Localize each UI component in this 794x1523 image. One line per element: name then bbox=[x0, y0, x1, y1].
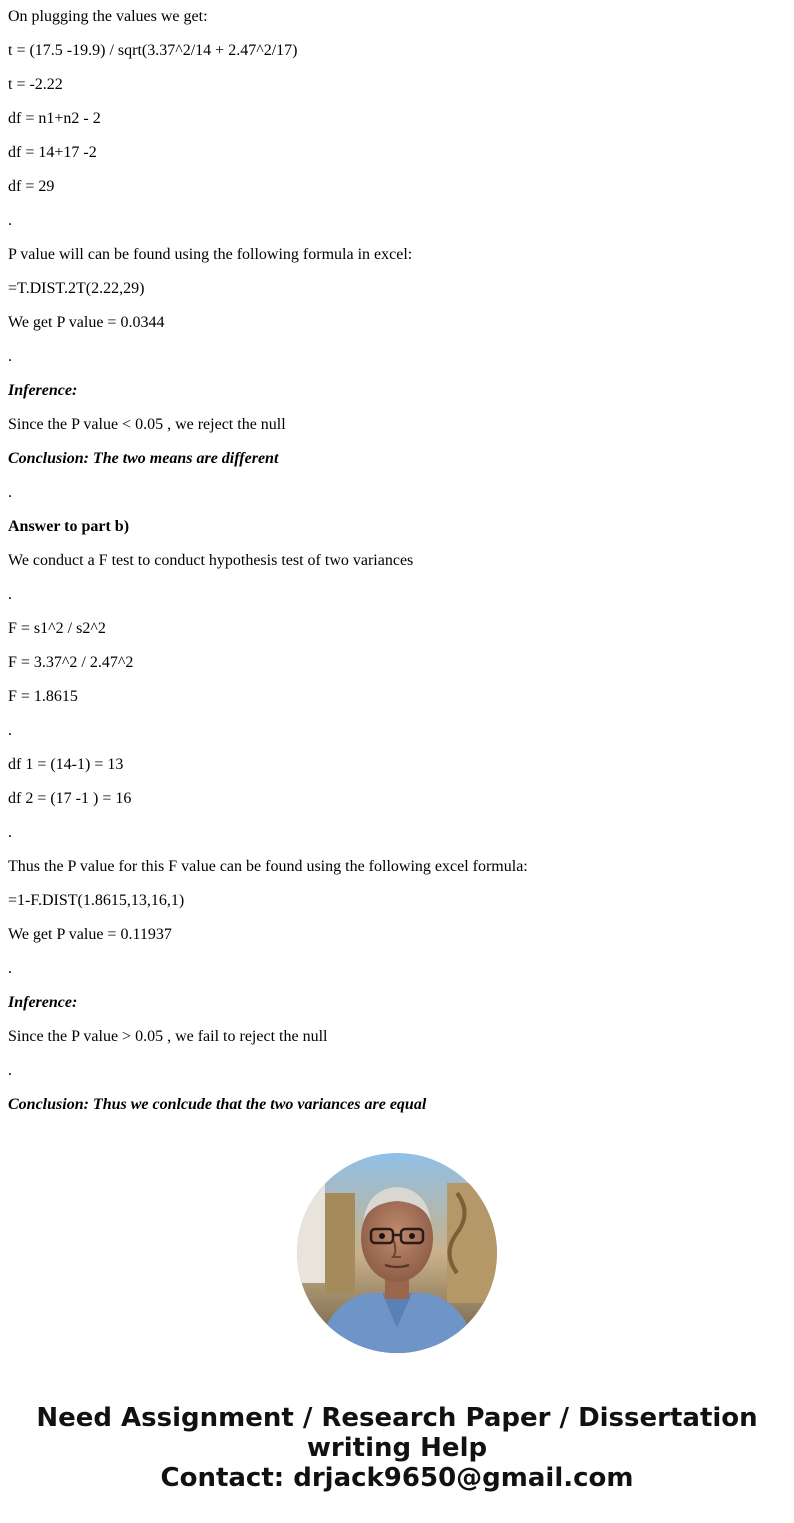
text-line: . bbox=[8, 484, 12, 501]
text-line: We get P value = 0.0344 bbox=[8, 314, 165, 331]
text-line: t = (17.5 -19.9) / sqrt(3.37^2/14 + 2.47^2/17) bbox=[8, 42, 298, 59]
footer-contact: Contact: drjack9650@gmail.com bbox=[160, 1463, 634, 1493]
text-line: df = n1+n2 - 2 bbox=[8, 110, 101, 127]
text-line: Since the P value < 0.05 , we reject the null bbox=[8, 416, 286, 433]
text-line: . bbox=[8, 960, 12, 977]
text-line: Inference: bbox=[8, 994, 78, 1011]
text-line: Answer to part b) bbox=[8, 518, 130, 535]
text-line: . bbox=[8, 722, 12, 739]
text-line: =T.DIST.2T(2.22,29) bbox=[8, 280, 145, 297]
text-line: df = 14+17 -2 bbox=[8, 144, 97, 161]
footer-promo bbox=[0, 1403, 794, 1493]
text-line: Inference: bbox=[8, 382, 78, 399]
text-line: . bbox=[8, 586, 12, 603]
footer-headline: Need Assignment / Research Paper / Dissertation writing Help bbox=[36, 1403, 758, 1463]
text-line: df = 29 bbox=[8, 178, 55, 195]
text-line: . bbox=[8, 212, 12, 229]
text-line: . bbox=[8, 824, 12, 841]
text-line: Thus the P value for this F value can be found using the following excel formula: bbox=[8, 858, 528, 875]
solution-body bbox=[8, 0, 786, 1130]
text-line: P value will can be found using the following formula in excel: bbox=[8, 246, 413, 263]
text-line: F = 1.8615 bbox=[8, 688, 78, 705]
text-line: We get P value = 0.11937 bbox=[8, 926, 172, 943]
text-line: df 1 = (14-1) = 13 bbox=[8, 756, 124, 773]
text-line: F = 3.37^2 / 2.47^2 bbox=[8, 654, 134, 671]
text-line: F = s1^2 / s2^2 bbox=[8, 620, 106, 637]
text-line: t = -2.22 bbox=[8, 76, 63, 93]
text-line: Since the P value > 0.05 , we fail to reject the null bbox=[8, 1028, 328, 1045]
text-line: Conclusion: Thus we conlcude that the two variances are equal bbox=[8, 1096, 427, 1113]
text-line: . bbox=[8, 1062, 12, 1079]
author-avatar bbox=[297, 1153, 497, 1353]
text-line: We conduct a F test to conduct hypothesis test of two variances bbox=[8, 552, 414, 569]
text-line: =1-F.DIST(1.8615,13,16,1) bbox=[8, 892, 185, 909]
text-line: df 2 = (17 -1 ) = 16 bbox=[8, 790, 132, 807]
text-line: Conclusion: The two means are different bbox=[8, 450, 279, 467]
person-photo-icon bbox=[297, 1153, 497, 1353]
text-line: . bbox=[8, 348, 12, 365]
text-line: On plugging the values we get: bbox=[8, 8, 208, 25]
